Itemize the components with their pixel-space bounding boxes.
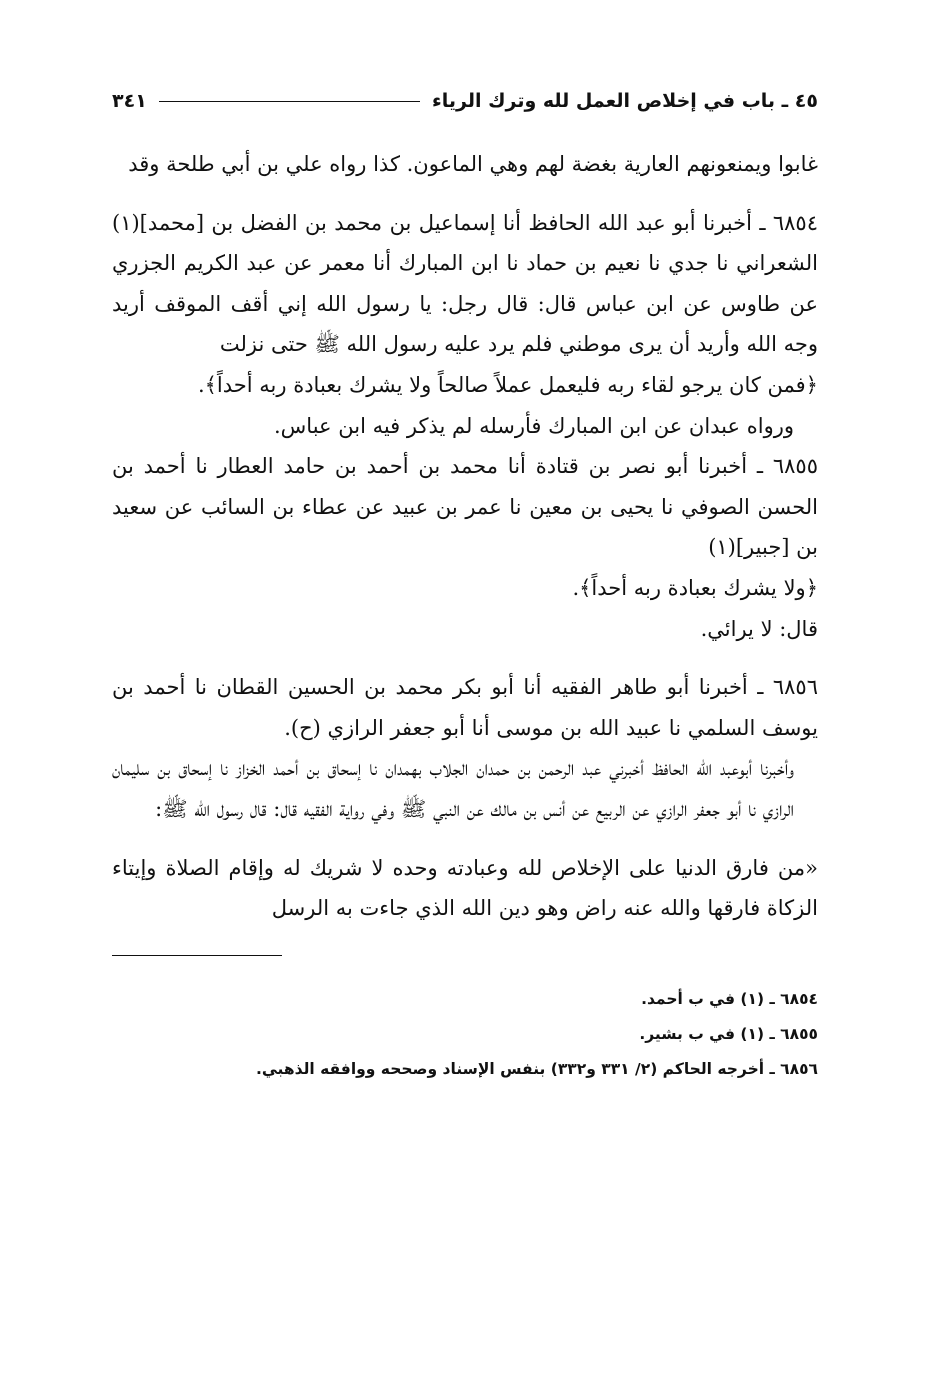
paragraph: قال: لا يرائي.: [700, 616, 818, 641]
header-rule: [159, 101, 420, 102]
hadith-6856: ٦٨٥٦ ـ أخبرنا أبو طاهر الفقيه أنا أبو بكر محمد بن الحسين القطان نا أحمد بن يوسف السلمي نا عبيد الله بن موسى أنا أبو جعفر الرازي (ح).: [112, 675, 818, 740]
chapter-title: ٤٥ ـ باب في إخلاص العمل لله وترك الرياء: [432, 90, 818, 112]
footnotes: [112, 982, 818, 1087]
hadith-6854: ٦٨٥٤ ـ أخبرنا أبو عبد الله الحافظ أنا إسماعيل بن محمد بن الفضل بن [محمد](١) الشعراني نا جدي نا نعيم بن حماد نا ابن المبارك أنا معمر عن عبد الكريم الجزري عن طاوس عن ابن عباس قال: قال رجل: يا رسول الله إني أقف الموقف أريد وجه الله وأريد أن يرى موطني فلم يرد عليه رسول الله ﷺ حتى نزلت: [112, 210, 818, 357]
book-page: [112, 84, 818, 1087]
footnote: ٦٨٥٦ ـ أخرجه الحاكم (٢/ ٣٣١ و٣٣٢) بنفس الإسناد وصححه ووافقه الذهبي.: [255, 1059, 818, 1078]
paragraph: غابوا ويمنعونهم العارية بغضة لهم وهي الماعون. كذا رواه علي بن أبي طلحة وقد: [128, 152, 818, 176]
hadith-6855: ٦٨٥٥ ـ أخبرنا أبو نصر بن قتادة أنا محمد بن أحمد بن حامد العطار نا أحمد بن الحسن الصوفي نا يحيى بن معين نا عمر بن عبيد عن عطاء بن السائب عن سعيد بن [جبير](١): [112, 454, 818, 560]
running-header: [112, 84, 818, 118]
paragraph: وأخبرنا أبوعبد الله الحافظ أخبرني عبد الرحمن بن حمدان الجلاب بهمدان نا إسحاق بن أحمد الخزاز نا إسحاق بن سليمان الرازي نا أبو جعفر الرازي عن الربيع عن أنس بن مالك عن النبي ﷺ وفي رواية الفقيه قال: قال رسول الله ﷺ:: [112, 756, 794, 821]
footnote-rule: [112, 955, 282, 956]
hadith-quote: «من فارق الدنيا على الإخلاص لله وعبادته وحده لا شريك له وإقام الصلاة وإيتاء الزكاة فارقها والله عنه راض وهو دين الله الذي جاءت به الرسل: [112, 855, 818, 921]
footnote: ٦٨٥٤ ـ (١) في ب أحمد.: [641, 989, 818, 1008]
footnote: ٦٨٥٥ ـ (١) في ب بشير.: [639, 1024, 818, 1043]
quran-verse: ﴿فمن كان يرجو لقاء ربه فليعمل عملاً صالحاً ولا يشرك بعبادة ربه أحداً﴾.: [197, 372, 818, 397]
paragraph: ورواه عبدان عن ابن المبارك فأرسله لم يذكر فيه ابن عباس.: [274, 413, 794, 438]
main-text: [112, 144, 818, 929]
page-number: ٣٤١: [112, 90, 147, 112]
quran-verse: ﴿ولا يشرك بعبادة ربه أحداً﴾.: [572, 575, 818, 600]
